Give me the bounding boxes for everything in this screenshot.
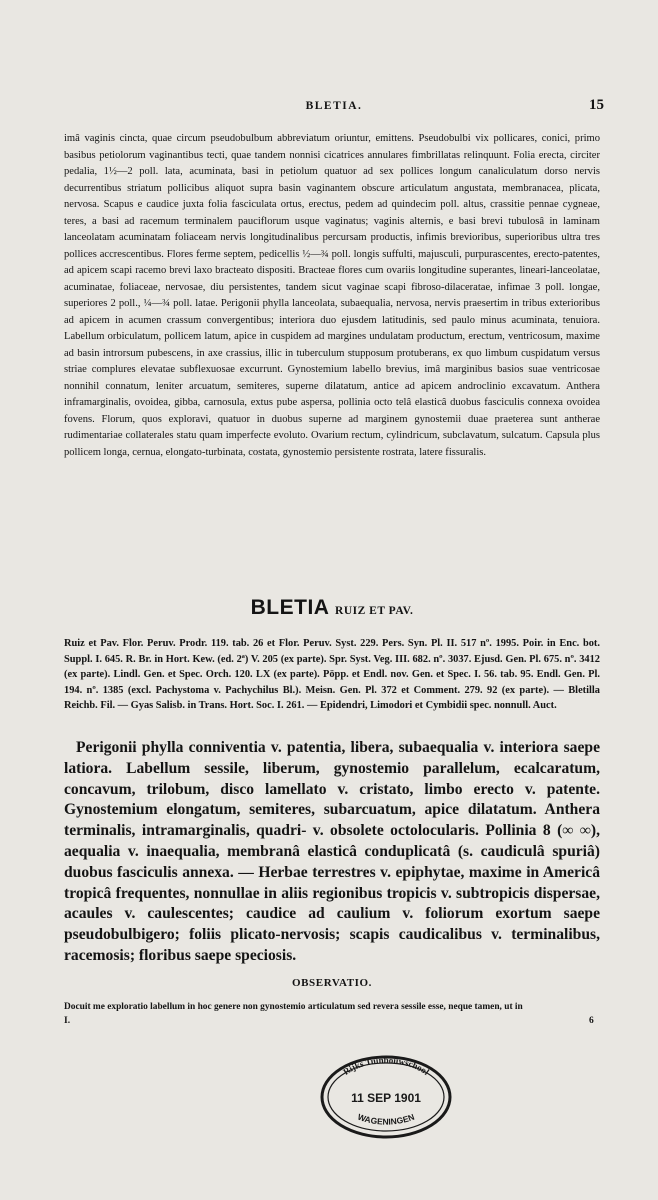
svg-text:Rijks Tuinbouwschool [341,1055,431,1077]
genus-heading [64,596,600,620]
signature-mark-left: I. [64,1016,71,1026]
continued-paragraph: imâ vaginis cincta, quae circum pseudobulbum abbreviatum oriuntur, emittens. Pseudobulbi vix pollicares, conici, primo basibus petiolorum vaginantibus tecti, quae tandem nonnisi cicatrices annulares fimbrillatas relinquunt. Folia erecta, circiter pedalia, 1½—2 poll. lata, acuminata, basi in petiolum quatuor ad sex pollices longum canaliculatum dorso nervis decurrentibus striatum pollicibus aliquot supra basin vaginantem obscure articulatum angustata, membranacea, plicata, nervosa. Scapus e caudice juxta folia fasciculata ortus, erectus, pedem ad quindecim poll. altus, crassitie pennae cygneae, teres, a basi ad racemum terminalem pauciflorum usque vaginatus; vaginis alternis, e basi brevi tubulosâ in laminam lanceolatam acuminatam foliaceam nervis longitudinalibus percursam productis, infimis brevioribus, superioribus ultra tres pollices accrescentibus. Flores ferme septem, pedicellis ½—¾ poll. longis suffulti, majusculi, purpurascentes, erecto-patentes, ad apicem scapi racemo brevi laxo bracteato dispositi. Bracteae flores cum ovariis longitudine superantes, lineari-lanceolatae, acuminatae, foliaceae, nervosae, diu persistentes, tandem sicut vaginae scapi fibroso-dilaceratae, infimae 3 poll. longae, superiores 2 poll., ¼—¾ poll. latae. Perigonii phylla lanceolata, subaequalia, nervosa, nervis praesertim in tribus exterioribus ad apicem in acumen crassum convergentibus; interiora duo ejusdem latitudinis, sed paulo minus acuminata, tenuiora. Labellum orbiculatum, pollicem latum, apice in cuspidem ad margines undulatam productum, erectum, ventricosum, maxime ad basin introrsum pubescens, in axe crassius, illic in tuberculum stupposum protuberans, ex quo limbum cuspidatum versus striae complures elevatae subflexuosae excurrunt. Gynostemium labello brevius, imâ marginibus basios suae ventricosae nonnihil connatum, leniter arcuatum, semiteres, superne dilatatum, antice ad apicem androclinio excavatum. Anthera inframarginalis, ovoidea, gibba, carnosula, extus pube aspersa, pollinia octo telâ elasticâ duobus fasciculis connexa ovoidea fovens. Florum, quos exploravi, quatuor in duobus superne ad marginem gynostemii duae praeterea sunt antherae rudimentariae collaterales statu quam imperfecte evoluto. Ovarium rectum, cylindricum, subclavatum, sulcatum. Capsula plus pollicem longa, cernua, elongato-turbinata, costata, gynostemio persistente rostrata, latere fissuralis. [64,133,600,458]
stamp-bottom-text: WAGENINGEN [356,1111,416,1127]
running-head: BLETIA. [305,100,363,112]
continued-species-description [64,131,600,461]
description-paragraph: Perigonii phylla conniventia v. patentia, libera, subaequalia v. interiora saepe latiora. Labellum sessile, liberum, gynostemio parallelum, ecalcaratum, concavum, trilobum, disco lamellato v. cristato, limbo erecto v. patente. Gynostemium elongatum, semiteres, subarcuatum, apice dilatatum. Anthera terminalis, intramarginalis, quadri- v. obsolete octolocularis. Pollinia 8 (∞ ∞), aequalia v. inaequalia, membranâ elasticâ conduplicatâ (s. caudiculâ spuriâ) duobus fasciculis annexa. — Herbae terrestres v. epiphytae, maxime in Americâ tropicâ frequentes, nonnullae in aliis regionibus tropicis v. subtropicis dispersae, acaules v. caulescentes; caudice ad caulium v. foliorum exortum saepe pseudobulbigero; foliis plicato-nervosis; scapis caudicalibus v. terminalibus, racemosis; floribus saepe speciosis. [64,739,600,964]
page-number: 15 [589,97,604,113]
observatio-text: Docuit me exploratio labellum in hoc genere non gynostemio articulatum sed revera sessile esse, neque tamen, ut in [64,1002,523,1012]
library-stamp [316,1051,456,1139]
signature-mark-right: 6 [589,1016,594,1026]
genus-authority: RUIZ ET PAV. [335,605,414,617]
genus-description [64,738,600,967]
genus-name: BLETIA [250,596,329,619]
stamp-top-text: Rijks Tuinbouwschool [341,1054,432,1078]
literature-references: Ruiz et Pav. Flor. Peruv. Prodr. 119. tab. 26 et Flor. Peruv. Syst. 229. Pers. Syn. Pl. II. 517 nº. 1995. Poir. in Enc. bot. Suppl. I. 645. R. Br. in Hort. Kew. (ed. 2ª) V. 205 (ex parte). Spr. Syst. Veg. III. 682. nº. 3037. Ejusd. Gen. Pl. 675. nº. 3412 (ex parte). Lindl. Gen. et Spec. Orch. 120. LX (ex parte). Pöpp. et Endl. nov. Gen. et Spec. I. 56. tab. 95. Endl. Gen. Pl. 194. nº. 1385 (excl. Pachystoma v. Pachychilus Bl.). Meisn. Gen. Pl. 372 et Comment. 279. 92 (ex parte). — Bletilla Reichb. Fil. — Gyas Salisb. in Trans. Hort. Soc. I. 261. — Epidendri, Limodori et Cymbidii spec. nonnull. Auct. [64,638,600,711]
stamp-date: 11 SEP 1901 [351,1091,421,1105]
svg-text:WAGENINGEN [356,1112,415,1127]
library-stamp-graphic [316,1051,456,1139]
page-header [64,97,604,118]
observatio-heading: OBSERVATIO. [291,977,373,989]
